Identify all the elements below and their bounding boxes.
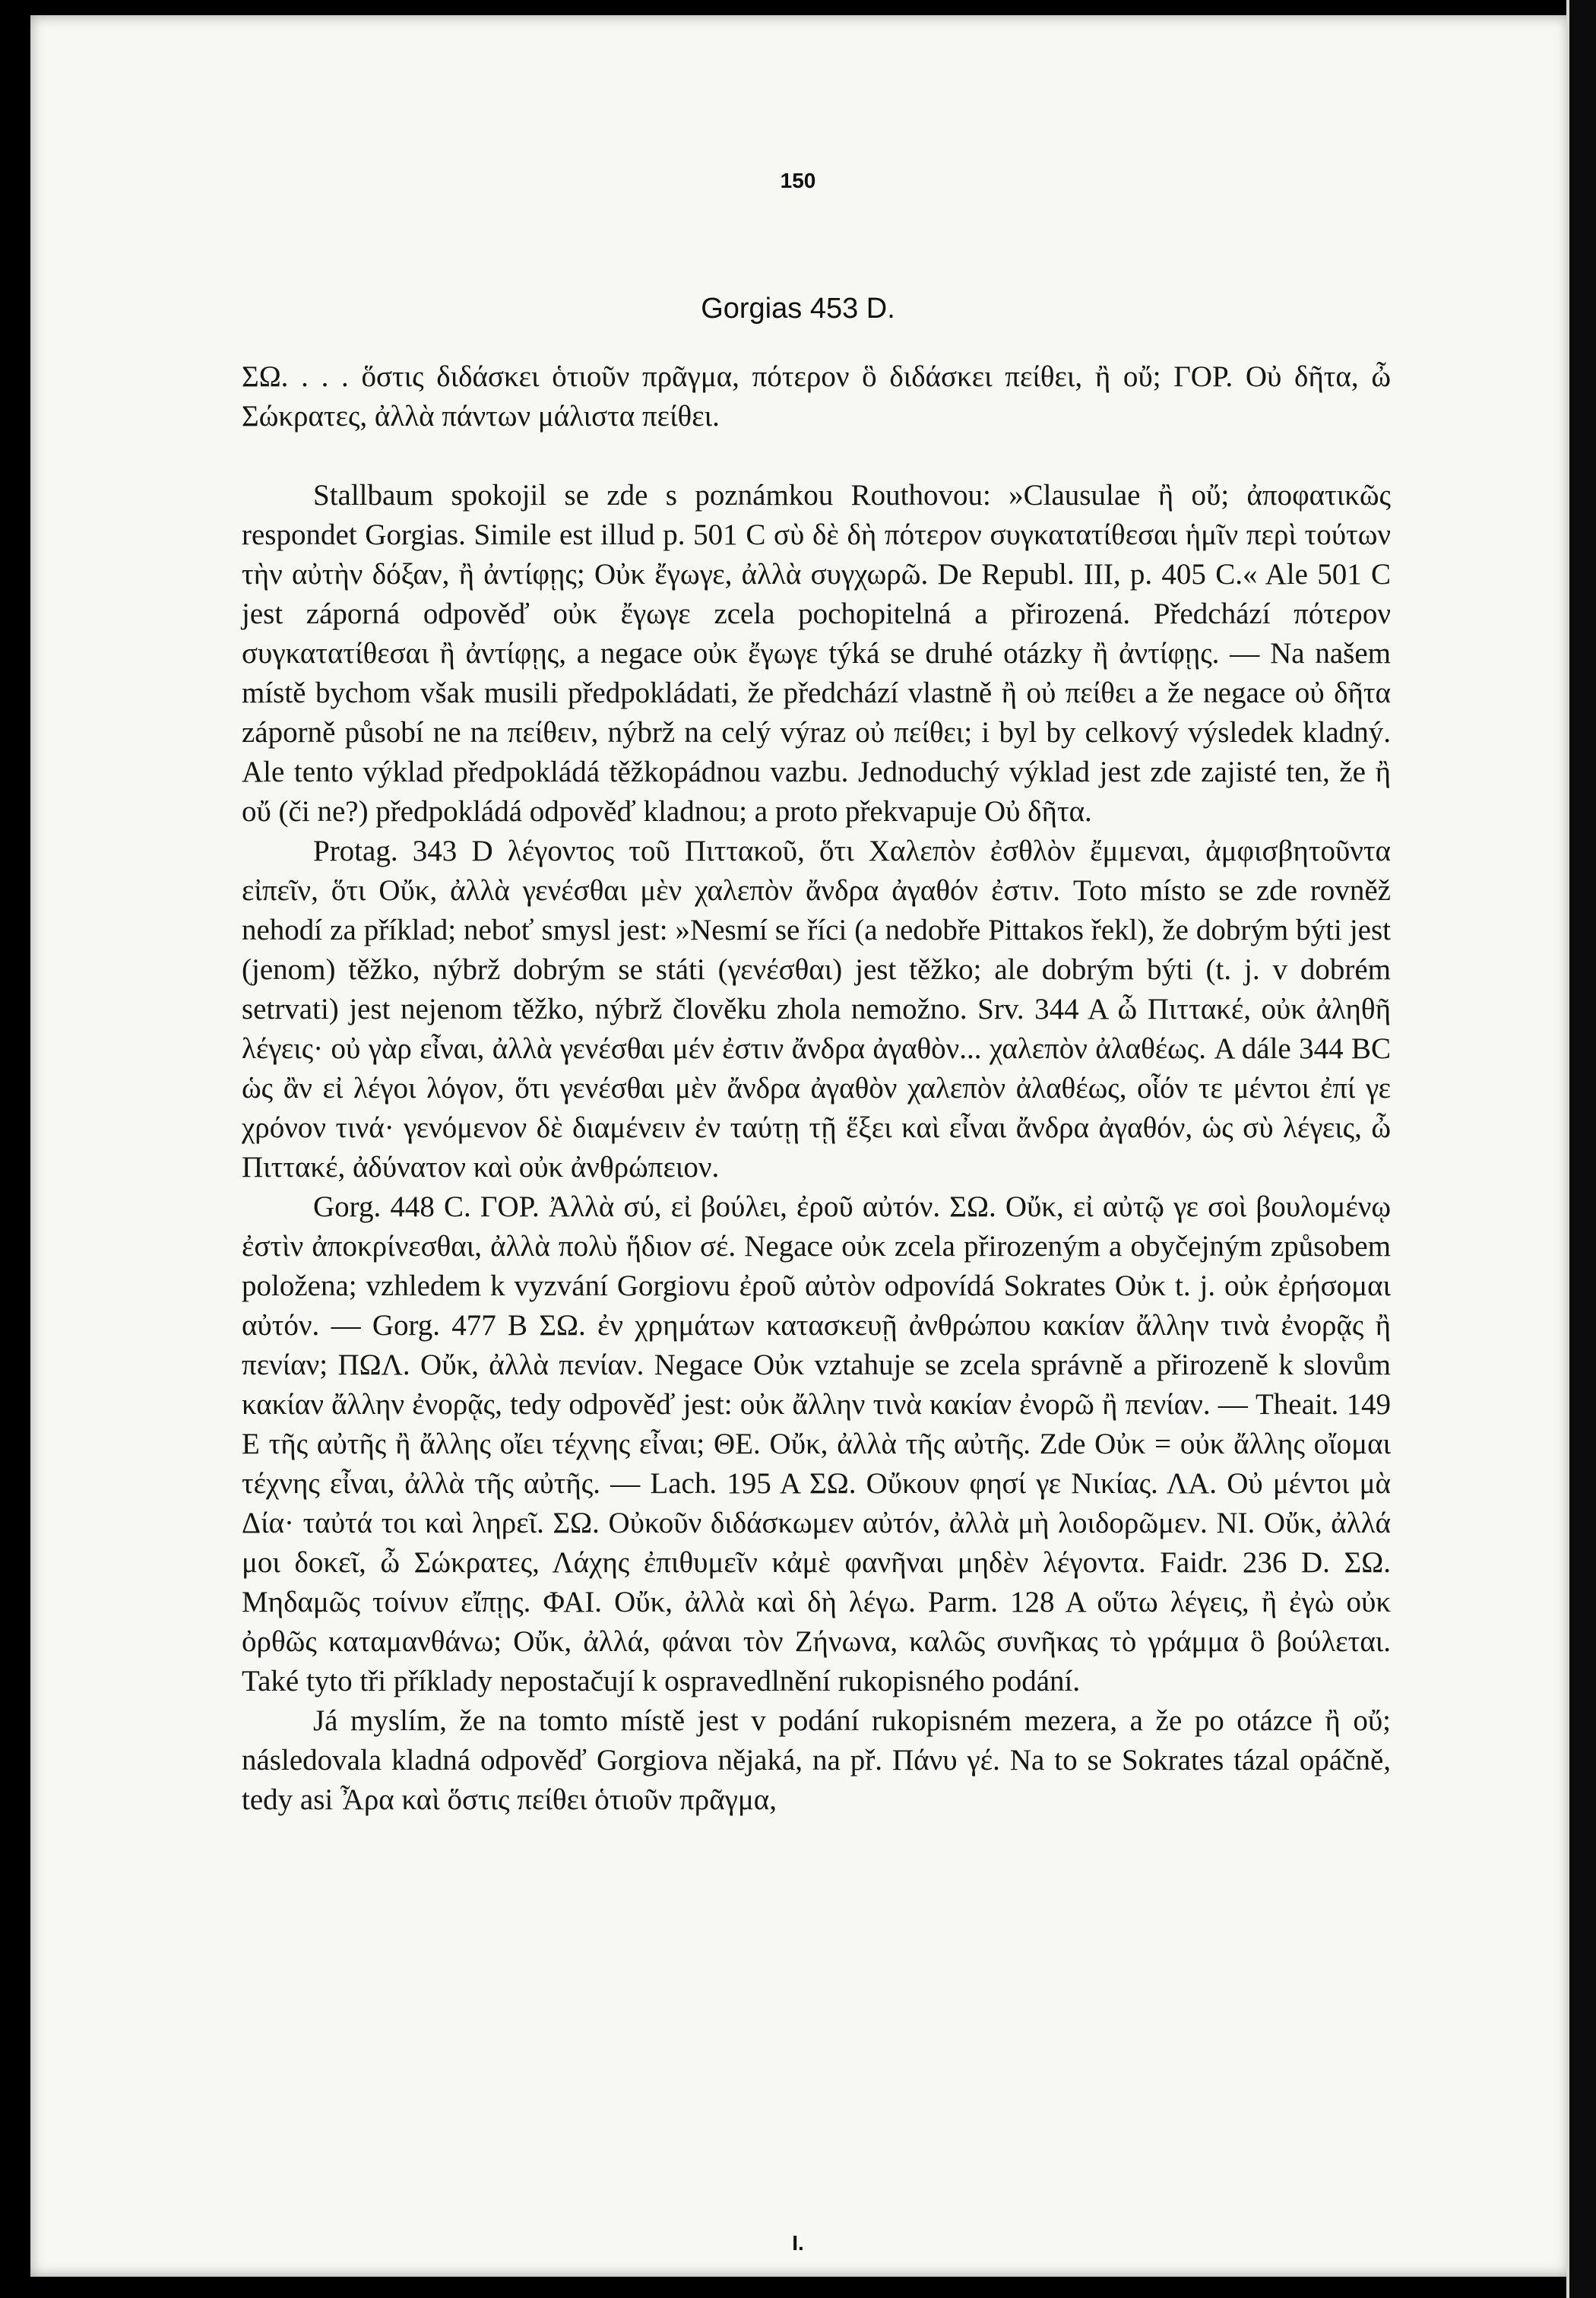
signature-mark: I. [792,2231,804,2255]
page-number: 150 [780,169,816,192]
paragraph-conclusion: Já myslím, že na tomto místě jest v podání rukopisném mezera, a že po otázce ἢ οὔ; následovala kladná odpověď Gorgiova nějaká, na př. Πάνυ γέ. Na to se Sokrates tázal opáčně, tedy asi Ἆρα καὶ ὅστις πείθει ὁτιοῦν πρᾶγμα, [242,1704,1391,1816]
paragraph-stallbaum: Stallbaum spokojil se zde s poznámkou Routhovou: »Clausulae ἢ οὔ; ἀποφατικῶς respondet Gorgias. Simile est illud p. 501 C σὺ δὲ δὴ πότερον συγκατατίθεσαι ἡμῖν περὶ τούτων τὴν αὐτὴν δόξαν, ἢ ἀντίφῃς; Οὐκ ἔγωγε, ἀλλὰ συγχωρῶ. De Republ. III, p. 405 C.« Ale 501 C jest záporná odpověď οὐκ ἔγωγε zcela pochopitelná a přirozená. Předchází πότερον συγκατατίθεσαι ἢ ἀντίφῃς, a negace οὐκ ἔγωγε týká se druhé otázky ἢ ἀντίφῃς. — Na našem místě bychom však musili předpokládati, že předchází vlastně ἢ οὐ πείθει a že negace οὐ δῆτα záporně působí ne na πείθειν, nýbrž na celý výraz οὐ πείθει; i byl by celkový výsledek kladný. Ale tento výklad předpokládá těžkopádnou vazbu. Jednoduchý výklad jest zde zajisté ten, že ἢ οὔ (či ne?) předpokládá odpověď kladnou; a proto překvapuje Οὐ δῆτα. [242,479,1391,828]
section-heading: Gorgias 453 D. [701,293,895,325]
quoted-passage: ΣΩ. . . . ὅστις διδάσκει ὁτιοῦν πρᾶγμα, πότερον ὃ διδάσκει πείθει, ἢ οὔ; ΓΟΡ. Οὐ δῆτα, ὦ Σώκρατες, ἀλλὰ πάντων μάλιστα πείθει. [242,360,1391,433]
paragraph-protag: Protag. 343 D λέγοντος τοῦ Πιττακοῦ, ὅτι Χαλεπὸν ἐσθλὸν ἔμμεναι, ἀμφισβητοῦντα εἰπεῖν, ὅτι Οὔκ, ἀλλὰ γενέσθαι μὲν χαλεπὸν ἄνδρα ἀγαθόν ἐστιν. Toto místo se zde rovněž nehodí za příklad; neboť smysl jest: »Nesmí se říci (a nedobře Pittakos řekl), že dobrým býti jest (jenom) těžko, nýbrž dobrým se státi (γενέσθαι) jest těžko; ale dobrým býti (t. j. v dobrém setrvati) jest nejenom těžko, nýbrž člověku zhola nemožno. Srv. 344 A ὦ Πιττακέ, οὐκ ἀληθῆ λέγεις· οὐ γὰρ εἶναι, ἀλλὰ γενέσθαι μέν ἐστιν ἄνδρα ἀγαθὸν... χαλεπὸν ἀλαθέως. A dále 344 BC ὡς ἂν εἰ λέγοι λόγον, ὅτι γενέσθαι μὲν ἄνδρα ἀγαθὸν χαλεπὸν ἀλαθέως, οἷόν τε μέντοι ἐπί γε χρόνον τινά· γενόμενον δὲ διαμένειν ἐν ταύτῃ τῇ ἕξει καὶ εἶναι ἄνδρα ἀγαθόν, ὡς σὺ λέγεις, ὦ Πιττακέ, ἀδύνατον καὶ οὐκ ἀνθρώπειον. [242,835,1391,1184]
paragraph-gorg: Gorg. 448 C. ΓΟΡ. Ἀλλὰ σύ, εἰ βούλει, ἐροῦ αὐτόν. ΣΩ. Οὔκ, εἰ αὐτῷ γε σοὶ βουλομένῳ ἐστὶν ἀποκρίνεσθαι, ἀλλὰ πολὺ ἥδιον σέ. Negace οὐκ zcela přirozeným a obyčejným způsobem položena; vzhledem k vyzvání Gorgiovu ἐροῦ αὐτὸν odpovídá Sokrates Οὐκ t. j. οὐκ ἐρήσομαι αὐτόν. — Gorg. 477 B ΣΩ. ἐν χρημάτων κατασκευῇ ἀνθρώπου κακίαν ἄλλην τινὰ ἐνορᾷς ἢ πενίαν; ΠΩΛ. Οὔκ, ἀλλὰ πενίαν. Negace Οὐκ vztahuje se zcela správně a přirozeně k slovům κακίαν ἄλλην ἐνορᾷς, tedy odpověď jest: οὐκ ἄλλην τινὰ κακίαν ἐνορῶ ἢ πενίαν. — Theait. 149 E τῆς αὐτῆς ἢ ἄλλης οἴει τέχνης εἶναι; ΘΕ. Οὔκ, ἀλλὰ τῆς αὐτῆς. Zde Οὐκ = οὐκ ἄλλης οἴομαι τέχνης εἶναι, ἀλλὰ τῆς αὐτῆς. — Lach. 195 A ΣΩ. Οὔκουν φησί γε Νικίας. ΛΑ. Οὐ μέντοι μὰ Δία· ταὐτά τοι καὶ ληρεῖ. ΣΩ. Οὐκοῦν διδάσκωμεν αὐτόν, ἀλλὰ μὴ λοιδορῶμεν. ΝΙ. Οὔκ, ἀλλά μοι δοκεῖ, ὦ Σώκρατες, Λάχης ἐπιθυμεῖν κἀμὲ φανῆναι μηδὲν λέγοντα. Faidr. 236 D. ΣΩ. Μηδαμῶς τοίνυν εἴπῃς. ΦΑΙ. Οὔκ, ἀλλὰ καὶ δὴ λέγω. Parm. 128 A οὕτω λέγεις, ἢ ἐγὼ οὐκ ὀρθῶς καταμανθάνω; Οὔκ, ἀλλά, φάναι τὸν Ζήνωνα, καλῶς συνῆκας τὸ γράμμα ὃ βούλεται. Také tyto tři příklady nepostačují k ospravedlnění rukopisného podání. [242,1190,1391,1697]
page-edge [1566,0,1596,2298]
body-text [242,357,1391,1820]
